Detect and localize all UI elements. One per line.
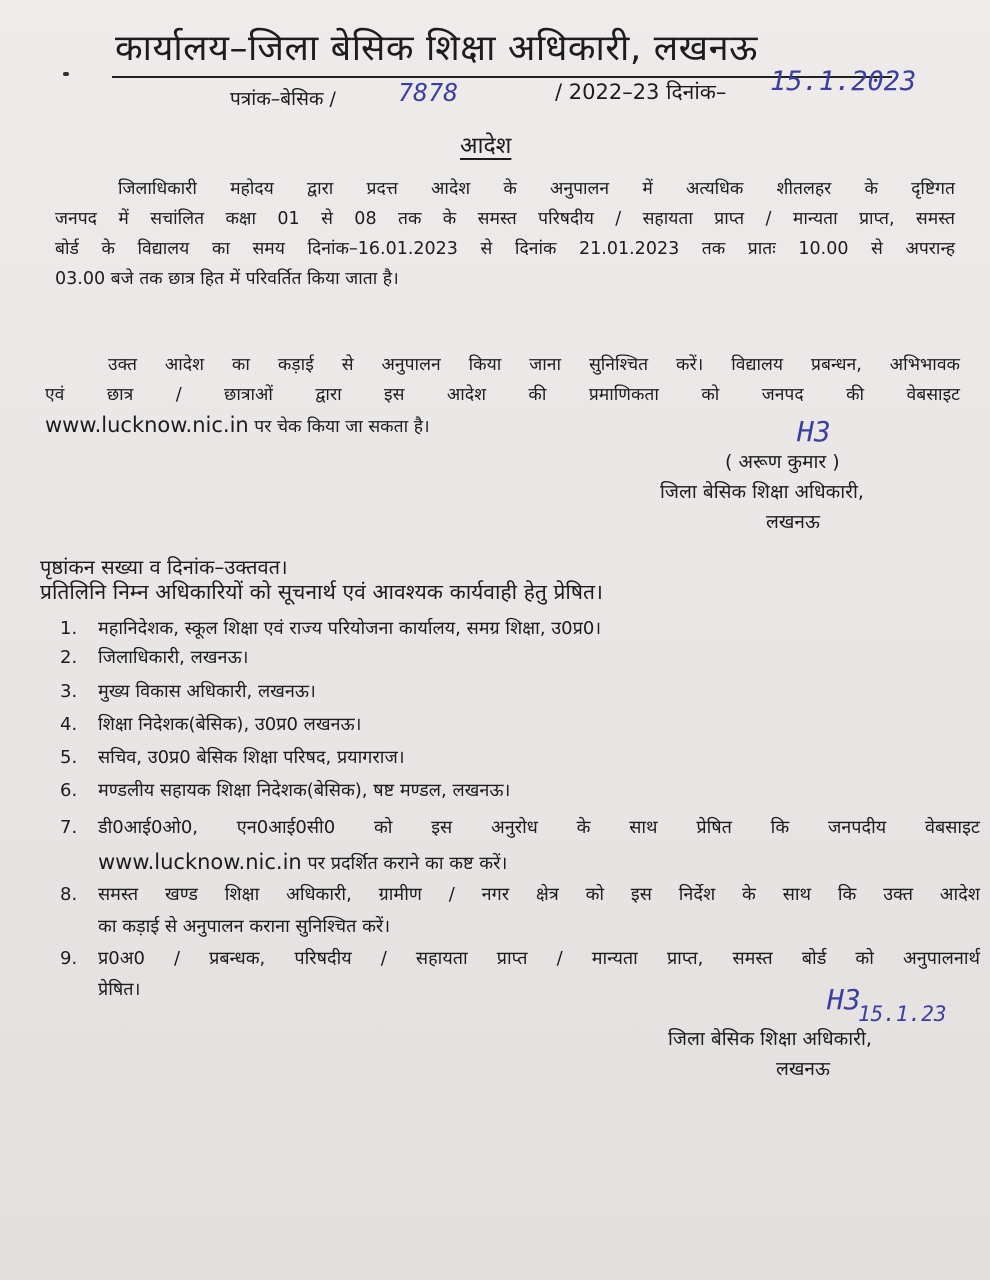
signatory-name: ( अरूण कुमार )	[725, 451, 840, 473]
signatory-city: लखनऊ	[776, 1058, 830, 1080]
signatory-city: लखनऊ	[766, 511, 820, 533]
para1-line: 03.00 बजे तक छात्र हित में परिवर्तित किया जाता है।	[55, 269, 399, 289]
para2-tail: पर चेक किया जा सकता है।	[248, 417, 430, 437]
para2-line: एवं छात्र / छात्राओं द्वारा इस आदेश की प्रमाणिकता को जनपद की वेबसाइट	[45, 385, 960, 405]
endorsement-line: पृष्ठांकन सख्या व दिनांक–उक्तवत।	[40, 555, 288, 579]
signature-mark: H3	[827, 983, 861, 1016]
para2-line: उक्त आदेश का कड़ाई से अनुपालन किया जाना सुनिश्चित करें। विद्यालय प्रबन्धन, अभिभावक	[108, 355, 960, 375]
order-paragraph-1	[55, 174, 955, 294]
signature-mark: H3	[797, 415, 831, 448]
list-item: 3. मुख्य विकास अधिकारी, लखनऊ।	[60, 681, 316, 702]
list-item: 4. शिक्षा निदेशक(बेसिक), उ0प्र0 लखनऊ।	[60, 714, 362, 735]
list-item: 7. डी0आई0ओ0, एन0आई0सी0 को इस अनुरोध के साथ प्रेषित कि जनपदीय वेबसाइट www.lucknow.nic.in पर प्रदर्शित कराने का कष्ट करें।	[60, 817, 980, 874]
order-heading: आदेश	[460, 133, 512, 159]
reference-number: 7878	[398, 78, 459, 107]
para1-line: बोर्ड के विद्यालय का समय दिनांक–16.01.2023 से दिनांक 21.01.2023 तक प्रातः 10.00 से अपरान्ह	[55, 239, 955, 259]
website-url: www.lucknow.nic.in	[45, 413, 249, 437]
para1-line: जिलाधिकारी महोदय द्वारा प्रदत्त आदेश के अनुपालन में अत्यधिक शीतलहर के दृष्टिगत	[118, 179, 955, 199]
reference-year-label: / 2022–23 दिनांक–	[555, 80, 727, 104]
list-item: 1. महानिदेशक, स्कूल शिक्षा एवं राज्य परियोजना कार्यालय, समग्र शिक्षा, उ0प्र0।	[60, 618, 602, 639]
list-item: 8. समस्त खण्ड शिक्षा अधिकारी, ग्रामीण / नगर क्षेत्र को इस निर्देश के साथ कि उक्त आदेश का कड़ाई से अनुपालन कराना सुनिश्चित करें।	[60, 884, 980, 937]
signatory-designation: जिला बेसिक शिक्षा अधिकारी,	[660, 481, 864, 503]
signature-date: 15.1.23	[858, 1002, 947, 1026]
reference-label: पत्रांक–बेसिक /	[230, 88, 336, 110]
list-item: 6. मण्डलीय सहायक शिक्षा निदेशक(बेसिक), षष्ट मण्डल, लखनऊ।	[60, 780, 511, 801]
ink-dot	[63, 72, 69, 76]
copy-forwarded-line: प्रतिलिनि निम्न अधिकारियों को सूचनार्थ एवं आवश्यक कार्यवाही हेतु प्रेषित।	[40, 580, 603, 604]
list-item: 2. जिलाधिकारी, लखनऊ।	[60, 647, 249, 668]
website-url: www.lucknow.nic.in	[98, 850, 302, 874]
para1-line: जनपद में सचांलित कक्षा 01 से 08 तक के समस्त परिषदीय / सहायता प्राप्त / मान्यता प्राप्त, समस्त	[55, 209, 955, 229]
office-title: कार्यालय–जिला बेसिक शिक्षा अधिकारी, लखनऊ	[115, 28, 758, 69]
signatory-designation: जिला बेसिक शिक्षा अधिकारी,	[668, 1028, 872, 1050]
reference-date: 15.1.2023	[770, 66, 917, 97]
list-item: 5. सचिव, उ0प्र0 बेसिक शिक्षा परिषद, प्रयागराज।	[60, 747, 405, 768]
distribution-list	[60, 616, 980, 1005]
list-item: 9. प्र0अ0 / प्रबन्धक, परिषदीय / सहायता प्राप्त / मान्यता प्राप्त, समस्त बोर्ड को अनुपालनार्थ प्रेषित।	[60, 948, 980, 1000]
